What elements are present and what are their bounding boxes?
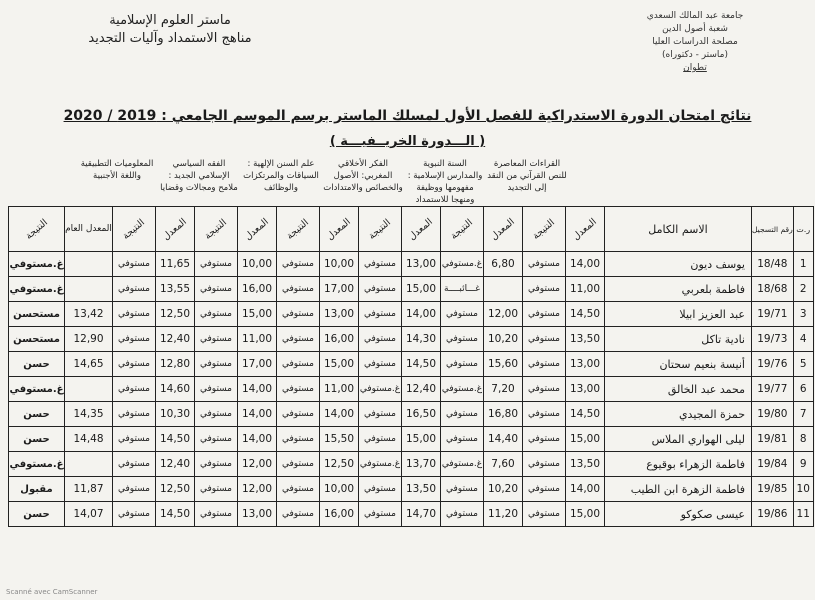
col-result: النتيجة [195,207,238,252]
table-row [9,452,814,477]
student-code: 19/84 [752,452,794,477]
module-grade: 12,50 [156,302,195,327]
module-result: مستوفي [195,252,238,277]
col-grade: المعدل [484,207,523,252]
module-grade: 13,00 [566,377,605,402]
module-result: غ.مستوفي [441,377,484,402]
final-result: مقبول [9,477,65,502]
module-grade: 13,50 [402,477,441,502]
module-grade: 12,40 [402,377,441,402]
general-average [65,277,113,302]
module-grade: 16,50 [402,402,441,427]
table-row [9,427,814,452]
col-grade: المعدل [402,207,441,252]
table-row [9,302,814,327]
module-grade: 13,00 [238,502,277,527]
module-grade: 10,00 [320,477,359,502]
module-grade: 14,00 [238,402,277,427]
module-result: مستوفي [523,377,566,402]
general-average: 12,90 [65,327,113,352]
module-result: مستوفي [277,477,320,502]
table-row [9,377,814,402]
module-result: مستوفي [113,427,156,452]
module-result: مستوفي [113,377,156,402]
final-result: حسن [9,352,65,377]
row-number: 10 [793,477,813,502]
module-result: مستوفي [195,502,238,527]
module-grade: 14,00 [402,302,441,327]
university-header [620,10,770,75]
col-result: النتيجة [523,207,566,252]
module-grade: 16,80 [484,402,523,427]
module-result: مستوفي [195,477,238,502]
col-final-result: النتيجة [9,207,65,252]
module-grade: 12,00 [238,452,277,477]
module-result: مستوفي [359,402,402,427]
col-grade: المعدل [320,207,359,252]
table-header-row [9,207,814,252]
module-grade: 14,00 [566,477,605,502]
program-track: مناهج الاستمداد وآليات التجديد [88,31,252,46]
module-result: غـــائبــــة [441,277,484,302]
service-name: مصلحة الدراسات العليا [652,37,738,47]
module-grade: 7,60 [484,452,523,477]
module-grade: 12,40 [156,452,195,477]
module-result: مستوفي [277,452,320,477]
module-grade: 17,00 [238,352,277,377]
module-result: غ.مستوفي [441,252,484,277]
module-result: مستوفي [523,427,566,452]
module-grade: 12,00 [484,302,523,327]
module-grade: 15,00 [320,352,359,377]
final-result: حسن [9,427,65,452]
module-result: مستوفي [195,377,238,402]
module-grade: 14,30 [402,327,441,352]
student-name: فاطمة بلعربي [605,277,752,302]
general-average [65,252,113,277]
row-number: 6 [793,377,813,402]
module-result: مستوفي [523,352,566,377]
module-grade: 10,20 [484,477,523,502]
module-grade: 12,50 [156,477,195,502]
module-result: مستوفي [441,427,484,452]
module-result: مستوفي [195,402,238,427]
module-result: مستوفي [523,252,566,277]
module-result: مستوفي [359,277,402,302]
module-result: مستوفي [113,402,156,427]
module-grade: 11,20 [484,502,523,527]
module-result: مستوفي [277,252,320,277]
module-result: مستوفي [277,327,320,352]
table-row [9,477,814,502]
module-4-title: علم السنن الإلهية : السياقات والمرتكزات والوظائف [243,159,319,193]
module-1-title: القراءات المعاصرة للنص القرآني من النقد إلى التجديد [487,159,567,193]
module-result: مستوفي [113,252,156,277]
module-result: غ.مستوفي [359,377,402,402]
student-code: 19/81 [752,427,794,452]
final-result: غ.مستوفي [9,452,65,477]
module-result: مستوفي [113,477,156,502]
row-number: 1 [793,252,813,277]
module-grade: 15,50 [320,427,359,452]
student-name: عبد العزيز ابيلا [605,302,752,327]
module-grade: 10,00 [320,252,359,277]
module-result: مستوفي [113,352,156,377]
module-grade: 16,00 [238,277,277,302]
final-result: غ.مستوفي [9,377,65,402]
module-grade: 14,50 [566,302,605,327]
student-name: فاطمة الزهرة ابن الطيب [605,477,752,502]
session-subtitle: ( الـــدورة الخريــفيـــة ) [329,134,486,149]
module-grade: 14,50 [566,402,605,427]
general-average: 14,48 [65,427,113,452]
col-grade: المعدل [566,207,605,252]
col-result: النتيجة [113,207,156,252]
student-code: 19/85 [752,477,794,502]
student-name: ليلى الهواري الملاس [605,427,752,452]
module-result: مستوفي [277,502,320,527]
module-grade: 15,00 [402,277,441,302]
general-average: 13,42 [65,302,113,327]
module-result: مستوفي [277,377,320,402]
module-grade: 12,50 [320,452,359,477]
module-grade: 15,60 [484,352,523,377]
col-name: الاسم الكامل [605,207,752,252]
module-grade: 6,80 [484,252,523,277]
col-result: النتيجة [277,207,320,252]
student-name: أنيسة بنعيم سحتان [605,352,752,377]
module-grade: 11,00 [566,277,605,302]
final-result: غ.مستوفي [9,252,65,277]
program-name: ماستر العلوم الإسلامية [109,13,231,28]
module-grade: 16,00 [320,327,359,352]
module-result: مستوفي [195,452,238,477]
student-code: 19/86 [752,502,794,527]
module-result: مستوفي [277,402,320,427]
module-result: مستوفي [523,502,566,527]
module-grade: 13,00 [320,302,359,327]
module-result: مستوفي [441,327,484,352]
module-result: مستوفي [523,452,566,477]
general-average [65,452,113,477]
scanner-watermark: Scanné avec CamScanner [6,588,98,596]
table-row [9,402,814,427]
student-name: حمزة المجيدي [605,402,752,427]
module-result: مستوفي [195,277,238,302]
student-code: 19/80 [752,402,794,427]
degree-levels: (ماستر - دكتوراه) [662,50,728,60]
module-grade: 10,00 [238,252,277,277]
final-result: مستحسن [9,327,65,352]
row-number: 4 [793,327,813,352]
module-result: مستوفي [523,327,566,352]
module-grade: 17,00 [320,277,359,302]
module-grade: 14,50 [156,502,195,527]
module-grade: 12,80 [156,352,195,377]
row-number: 7 [793,402,813,427]
module-result: مستوفي [359,327,402,352]
module-grade: 14,00 [566,252,605,277]
final-result: غ.مستوفي [9,277,65,302]
module-grade: 14,00 [320,402,359,427]
module-result: مستوفي [441,402,484,427]
module-result: مستوفي [277,302,320,327]
module-result: مستوفي [113,302,156,327]
module-result: مستوفي [195,327,238,352]
module-grade: 14,50 [402,352,441,377]
row-number: 11 [793,502,813,527]
col-general-average: المعدل العام [65,207,113,252]
module-grade: 14,00 [238,377,277,402]
student-name: يوسف ديون [605,252,752,277]
module-result: مستوفي [441,477,484,502]
module-grade: 11,00 [320,377,359,402]
module-grade: 11,65 [156,252,195,277]
university-name: جامعة عبد المالك السعدي [646,11,744,21]
document-title: نتائج امتحان الدورة الاستدراكية للفصل الأول لمسلك الماستر برسم الموسم الجامعي : 2019 / 2020 [63,108,752,124]
city-name: تطوان [683,63,707,73]
module-result: مستوفي [195,302,238,327]
col-code: رقم التسجيل [752,207,794,252]
student-code: 19/76 [752,352,794,377]
col-result: النتيجة [441,207,484,252]
module-result: مستوفي [113,327,156,352]
module-result: مستوفي [195,352,238,377]
module-grade: 13,00 [402,252,441,277]
module-grade: 13,00 [566,352,605,377]
module-2-title: السنة النبوية والمدارس الإسلامية : مفهومها ووظيفة ومنهجا للاستمداد [407,159,483,205]
final-result: مستحسن [9,302,65,327]
module-5-title: الفقه السياسي الإسلامي الجديد : ملامح ومجالات وقضايا [160,159,238,193]
module-grade: 14,00 [238,427,277,452]
student-code: 19/71 [752,302,794,327]
results-table [8,206,814,527]
module-result: مستوفي [195,427,238,452]
module-result: مستوفي [113,277,156,302]
module-grade: 15,00 [566,502,605,527]
module-grade: 15,00 [566,427,605,452]
col-grade: المعدل [156,207,195,252]
module-result: مستوفي [277,427,320,452]
col-number: ر.ت [793,207,813,252]
module-grade: 13,50 [566,327,605,352]
module-result: مستوفي [441,302,484,327]
module-result: مستوفي [277,352,320,377]
module-result: مستوفي [277,277,320,302]
module-grade: 13,70 [402,452,441,477]
table-row [9,352,814,377]
student-name: نادية تاكل [605,327,752,352]
student-name: عيسى صكوكو [605,502,752,527]
module-result: مستوفي [359,252,402,277]
row-number: 3 [793,302,813,327]
student-code: 19/77 [752,377,794,402]
final-result: حسن [9,502,65,527]
module-result: مستوفي [523,477,566,502]
module-grade: 10,30 [156,402,195,427]
module-grade: 16,00 [320,502,359,527]
module-grade: 11,00 [238,327,277,352]
row-number: 2 [793,277,813,302]
student-name: فاطمة الزهراء بوقيوع [605,452,752,477]
module-result: غ.مستوفي [359,452,402,477]
module-grade: 12,00 [238,477,277,502]
department-name: شعبة أصول الدين [662,24,728,34]
general-average: 11,87 [65,477,113,502]
module-grade: 13,55 [156,277,195,302]
student-code: 18/48 [752,252,794,277]
student-code: 19/73 [752,327,794,352]
final-result: حسن [9,402,65,427]
general-average: 14,07 [65,502,113,527]
col-result: النتيجة [359,207,402,252]
module-grade: 15,00 [402,427,441,452]
module-result: مستوفي [359,427,402,452]
module-6-title: المعلوميات التطبيقية واللغة الأجنبية [80,159,154,181]
module-result: مستوفي [113,502,156,527]
module-result: مستوفي [441,352,484,377]
module-grade: 14,50 [156,427,195,452]
module-grade: 7,20 [484,377,523,402]
general-average: 14,35 [65,402,113,427]
module-result: مستوفي [359,302,402,327]
module-grade: 13,50 [566,452,605,477]
module-result: مستوفي [359,502,402,527]
row-number: 5 [793,352,813,377]
module-grade: 12,40 [156,327,195,352]
module-grade [484,277,523,302]
col-grade: المعدل [238,207,277,252]
student-code: 18/68 [752,277,794,302]
program-header [40,12,300,48]
general-average [65,377,113,402]
module-grade: 14,70 [402,502,441,527]
module-result: مستوفي [441,502,484,527]
module-result: مستوفي [359,352,402,377]
student-name: محمد عبد الخالق [605,377,752,402]
table-row [9,327,814,352]
table-row [9,252,814,277]
module-result: مستوفي [113,452,156,477]
module-grade: 10,20 [484,327,523,352]
module-grade: 14,60 [156,377,195,402]
module-result: مستوفي [523,277,566,302]
module-grade: 14,40 [484,427,523,452]
table-row [9,502,814,527]
general-average: 14,65 [65,352,113,377]
row-number: 9 [793,452,813,477]
table-row [9,277,814,302]
module-result: مستوفي [523,302,566,327]
row-number: 8 [793,427,813,452]
module-result: مستوفي [359,477,402,502]
module-result: مستوفي [523,402,566,427]
module-3-title: الفكر الأخلاقي المغربي: الأصول والخصائص والامتدادات [323,159,403,193]
module-grade: 15,00 [238,302,277,327]
module-result: غ.مستوفي [441,452,484,477]
module-headers [80,158,567,210]
